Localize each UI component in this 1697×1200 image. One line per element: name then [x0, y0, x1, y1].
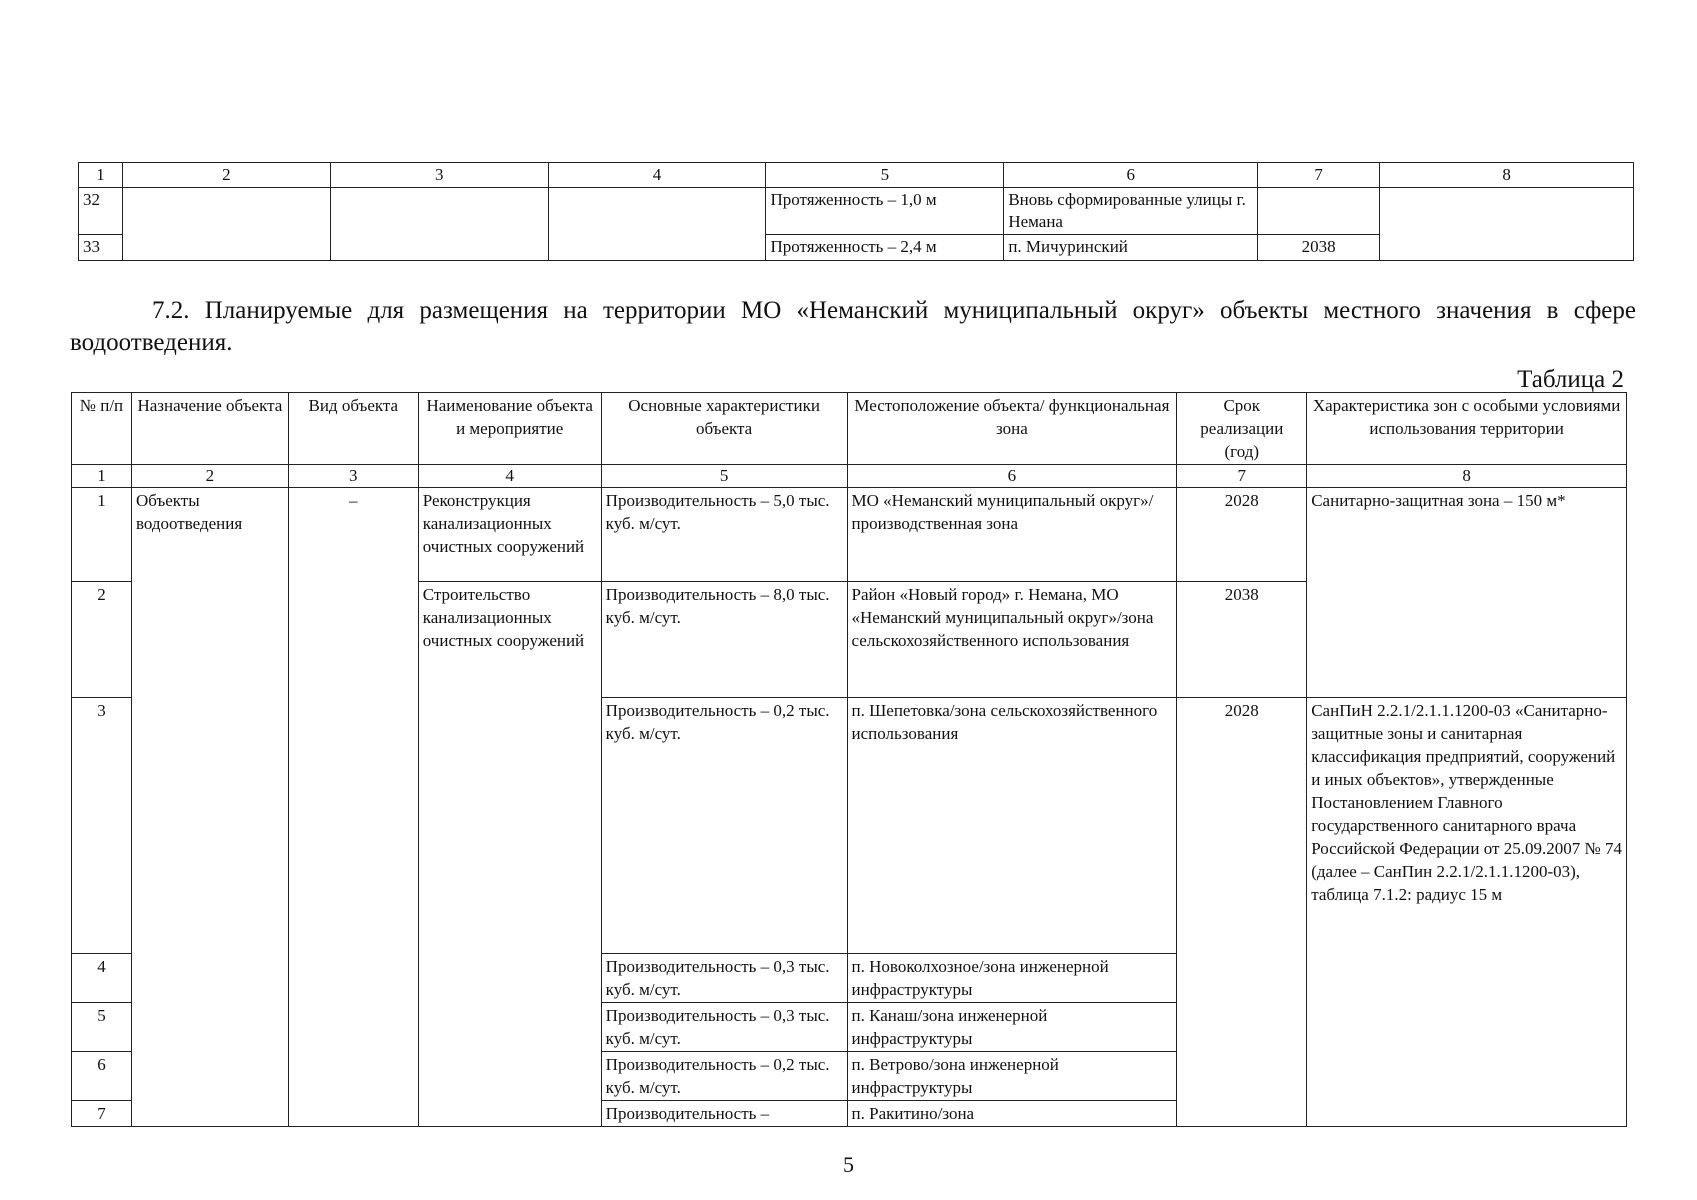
name-cell: Строительство канализационных очистных сооружений [418, 582, 601, 1127]
header-cell: 5 [766, 163, 1004, 188]
header-cell: 2 [122, 163, 330, 188]
location-cell: п. Канаш/зона инженерной инфраструктуры [847, 1003, 1177, 1052]
table-row [72, 488, 1627, 582]
characteristics-cell: Производительность – 0,2 тыс. куб. м/сут. [601, 698, 847, 954]
location-cell: МО «Неманский муниципальный округ»/производственная зона [847, 488, 1177, 582]
header-cell: 8 [1380, 163, 1634, 188]
location-cell: п. Новоколхозное/зона инженерной инфраструктуры [847, 954, 1177, 1003]
header-cell: 3 [330, 163, 548, 188]
characteristics-cell: Производительность – 8,0 тыс. куб. м/сут. [601, 582, 847, 698]
header-cell: 6 [1004, 163, 1258, 188]
continuation-table [78, 162, 1634, 261]
location-cell: п. Ветрово/зона инженерной инфраструктуры [847, 1052, 1177, 1101]
header-cell: Наименование объекта и мероприятие [418, 393, 601, 465]
header-cell: Местоположение объекта/ функциональная зона [847, 393, 1177, 465]
empty-cell [548, 188, 766, 261]
table-caption: Таблица 2 [1517, 366, 1624, 393]
table-header-row [72, 393, 1627, 465]
header-cell: Основные характеристики объекта [601, 393, 847, 465]
characteristics-cell: Производительность – 5,0 тыс. куб. м/сут. [601, 488, 847, 582]
row-number: 4 [72, 954, 132, 1003]
page-number: 5 [843, 1152, 854, 1177]
header-cell: 4 [548, 163, 766, 188]
column-number: 2 [131, 465, 288, 488]
characteristics-cell: Протяженность – 2,4 м [766, 235, 1004, 261]
row-number: 2 [72, 582, 132, 698]
year-cell: 2038 [1177, 582, 1307, 698]
characteristics-cell: Производительность – [601, 1101, 847, 1127]
row-number: 7 [72, 1101, 132, 1127]
empty-cell [330, 188, 548, 261]
row-number: 32 [79, 188, 123, 235]
location-cell: п. Шепетовка/зона сельскохозяйственного использования [847, 698, 1177, 954]
year-cell [1258, 188, 1380, 235]
wastewater-objects-table [71, 392, 1627, 1127]
characteristics-cell: Протяженность – 1,0 м [766, 188, 1004, 235]
year-cell: 2028 [1177, 488, 1307, 582]
row-number: 5 [72, 1003, 132, 1052]
column-number: 5 [601, 465, 847, 488]
column-number-row [72, 465, 1627, 488]
section-heading: 7.2. Планируемые для размещения на территории МО «Неманский муниципальный округ» объекты местного значения в сфере водоотведения. [70, 297, 1636, 356]
row-number: 33 [79, 235, 123, 261]
row-number: 6 [72, 1052, 132, 1101]
empty-cell [1380, 188, 1634, 261]
column-number: 4 [418, 465, 601, 488]
column-number: 8 [1307, 465, 1627, 488]
characteristics-cell: Производительность – 0,2 тыс. куб. м/сут. [601, 1052, 847, 1101]
header-cell: Вид объекта [288, 393, 418, 465]
characteristics-cell: Производительность – 0,3 тыс. куб. м/сут. [601, 954, 847, 1003]
header-cell: 7 [1258, 163, 1380, 188]
header-cell: Назначение объекта [131, 393, 288, 465]
characteristics-cell: Производительность – 0,3 тыс. куб. м/сут. [601, 1003, 847, 1052]
column-number: 7 [1177, 465, 1307, 488]
row-number: 1 [72, 488, 132, 582]
column-number: 1 [72, 465, 132, 488]
purpose-cell: Объекты водоотведения [131, 488, 288, 1127]
table-header-row [79, 163, 1634, 188]
kind-cell: – [288, 488, 418, 1127]
year-cell: 2038 [1258, 235, 1380, 261]
row-number: 3 [72, 698, 132, 954]
header-cell: Характеристика зон с особыми условиями использования территории [1307, 393, 1627, 465]
zone-cell: Санитарно-защитная зона – 150 м* [1307, 488, 1627, 698]
header-cell: 1 [79, 163, 123, 188]
table-row [79, 188, 1634, 235]
location-cell: п. Мичуринский [1004, 235, 1258, 261]
name-cell: Реконструкция канализационных очистных сооружений [418, 488, 601, 582]
location-cell: Вновь сформированные улицы г. Немана [1004, 188, 1258, 235]
header-cell: Срок реализации (год) [1177, 393, 1307, 465]
location-cell: Район «Новый город» г. Немана, МО «Неманский муниципальный округ»/зона сельскохозяйственного использования [847, 582, 1177, 698]
column-number: 3 [288, 465, 418, 488]
column-number: 6 [847, 465, 1177, 488]
header-cell: № п/п [72, 393, 132, 465]
zone-cell: СанПиН 2.2.1/2.1.1.1200-03 «Санитарно-защитные зоны и санитарная классификация предприятий, сооружений и иных объектов», утвержденные Постановлением Главного государственного санитарного врача Российской Федерации от 25.09.2007 № 74 (далее – СанПин 2.2.1/2.1.1.1200-03), таблица 7.1.2: радиус 15 м [1307, 698, 1627, 1127]
year-cell: 2028 [1177, 698, 1307, 1127]
empty-cell [122, 188, 330, 261]
location-cell: п. Ракитино/зона [847, 1101, 1177, 1127]
